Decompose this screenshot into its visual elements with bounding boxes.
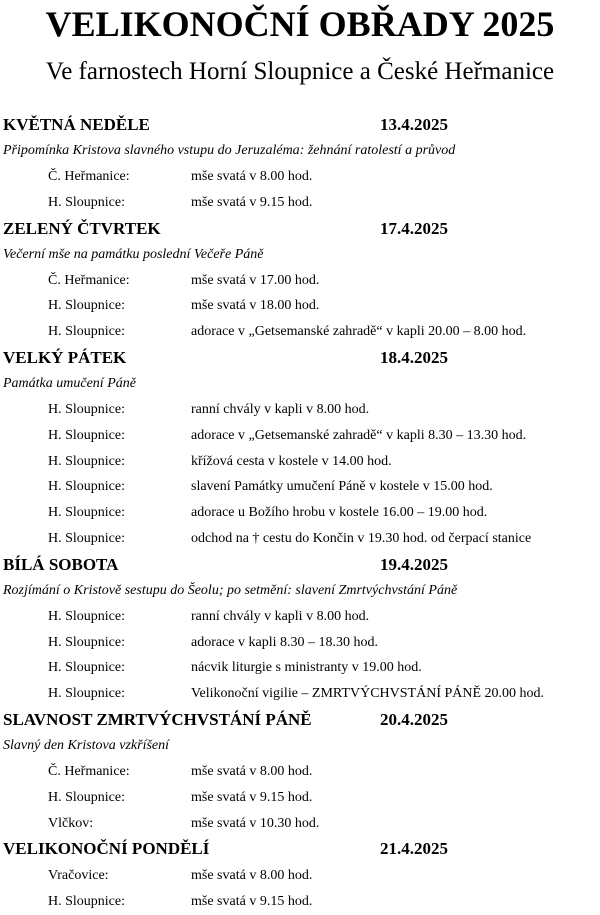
schedule-row xyxy=(0,604,600,630)
section-date: 20.4.2025 xyxy=(380,709,448,729)
section-date: 21.4.2025 xyxy=(380,839,448,859)
section-title: SLAVNOST ZMRTVÝCHVSTÁNÍ PÁNĚ xyxy=(3,709,312,729)
schedule-row xyxy=(0,681,600,707)
schedule-row xyxy=(0,655,600,681)
schedule-section xyxy=(0,707,600,836)
row-event: ranní chvály v kapli v 8.00 hod. xyxy=(191,401,370,417)
section-date: 13.4.2025 xyxy=(380,115,448,134)
row-event: mše svatá v 9.15 hod. xyxy=(191,894,313,910)
row-place: Č. Heřmanice: xyxy=(48,169,130,184)
row-place: H. Sloupnice: xyxy=(48,401,125,417)
section-description: Památka umučení Páně xyxy=(3,375,136,391)
row-event: odchod na † cestu do Končin v 19.30 hod. od čerpací stanice xyxy=(191,530,532,546)
row-event: adorace u Božího hrobu v kostele 16.00 – 19.00 hod. xyxy=(191,505,488,521)
schedule-section xyxy=(0,216,600,345)
schedule-row xyxy=(0,164,600,190)
schedule-row xyxy=(0,863,600,889)
section-header xyxy=(0,836,600,861)
row-place: Č. Heřmanice: xyxy=(48,272,130,288)
section-description: Rozjímání o Kristově sestupu do Šeolu; po setmění: slavení Zmrtvýchvstání Páně xyxy=(3,582,458,598)
row-place: H. Sloupnice: xyxy=(48,530,125,546)
schedule-row xyxy=(0,190,600,216)
row-event: Velikonoční vigilie – ZMRTVÝCHVSTÁNÍ PÁNĚ 20.00 hod. xyxy=(191,686,545,702)
schedule-row xyxy=(0,759,600,785)
row-event: mše svatá v 9.15 hod. xyxy=(191,194,313,210)
section-title: VELIKONOČNÍ PONDĚLÍ xyxy=(3,839,210,859)
row-place: Č. Heřmanice: xyxy=(48,763,130,779)
row-place: H. Sloupnice: xyxy=(48,789,125,805)
schedule-row xyxy=(0,500,600,526)
section-header xyxy=(0,112,600,137)
row-place: Vračovice: xyxy=(48,868,109,884)
section-description: Slavný den Kristova vzkříšení xyxy=(3,737,170,753)
row-event: ranní chvály v kapli v 8.00 hod. xyxy=(191,608,370,624)
row-place: H. Sloupnice: xyxy=(48,427,125,443)
row-event: adorace v kapli 8.30 – 18.30 hod. xyxy=(191,634,379,650)
section-date: 18.4.2025 xyxy=(380,347,448,367)
section-description: Připomínka Kristova slavného vstupu do Jeruzaléma: žehnání ratolestí a průvod xyxy=(3,143,456,158)
schedule-row xyxy=(0,526,600,552)
row-event: křížová cesta v kostele v 14.00 hod. xyxy=(191,453,392,469)
row-event: mše svatá v 8.00 hod. xyxy=(191,868,313,884)
schedule-row xyxy=(0,268,600,294)
row-place: H. Sloupnice: xyxy=(48,298,125,314)
schedule-section xyxy=(0,345,600,552)
section-description: Večerní mše na památku poslední Večeře Páně xyxy=(3,246,264,262)
schedule-row xyxy=(0,319,600,345)
row-event: slavení Památky umučení Páně v kostele v 15.00 hod. xyxy=(191,479,493,495)
section-header xyxy=(0,345,600,370)
row-place: H. Sloupnice: xyxy=(48,194,125,210)
schedule-row xyxy=(0,785,600,811)
row-place: H. Sloupnice: xyxy=(48,479,125,495)
section-title: BÍLÁ SOBOTA xyxy=(3,554,119,574)
section-header xyxy=(0,552,600,577)
schedule-row xyxy=(0,449,600,475)
section-title: KVĚTNÁ NEDĚLE xyxy=(3,115,150,134)
page-title: VELIKONOČNÍ OBŘADY 2025 xyxy=(45,4,555,44)
schedule-row xyxy=(0,630,600,656)
row-place: H. Sloupnice: xyxy=(48,660,125,676)
row-event: adorace v „Getsemanské zahradě“ v kapli 8.30 – 13.30 hod. xyxy=(191,427,527,443)
row-event: mše svatá v 9.15 hod. xyxy=(191,789,313,805)
row-place: H. Sloupnice: xyxy=(48,324,125,340)
row-place: H. Sloupnice: xyxy=(48,634,125,650)
row-event: mše svatá v 10.30 hod. xyxy=(191,815,320,831)
schedule-section xyxy=(0,552,600,707)
schedule-section xyxy=(0,836,600,915)
section-title: ZELENÝ ČTVRTEK xyxy=(3,218,161,238)
schedule-section xyxy=(0,112,600,216)
row-place: H. Sloupnice: xyxy=(48,453,125,469)
section-date: 19.4.2025 xyxy=(380,554,448,574)
row-place: H. Sloupnice: xyxy=(48,505,125,521)
row-place: H. Sloupnice: xyxy=(48,894,125,910)
page-subtitle: Ve farnostech Horní Sloupnice a České Heřmanice xyxy=(45,58,555,85)
schedule-row xyxy=(0,397,600,423)
section-title: VELKÝ PÁTEK xyxy=(3,347,127,367)
row-event: mše svatá v 17.00 hod. xyxy=(191,272,320,288)
schedule-row xyxy=(0,811,600,837)
schedule-row xyxy=(0,889,600,915)
section-header xyxy=(0,216,600,241)
schedule-row xyxy=(0,293,600,319)
row-place: Vlčkov: xyxy=(48,815,94,831)
row-event: nácvik liturgie s ministranty v 19.00 hod. xyxy=(191,660,422,676)
row-event: mše svatá v 8.00 hod. xyxy=(191,763,313,779)
schedule-row xyxy=(0,423,600,449)
row-place: H. Sloupnice: xyxy=(48,686,125,702)
section-header xyxy=(0,707,600,732)
row-event: mše svatá v 18.00 hod. xyxy=(191,298,320,314)
row-event: mše svatá v 8.00 hod. xyxy=(191,169,313,184)
schedule xyxy=(0,112,600,915)
section-date: 17.4.2025 xyxy=(380,218,448,238)
row-event: adorace v „Getsemanské zahradě“ v kapli 20.00 – 8.00 hod. xyxy=(191,324,527,340)
row-place: H. Sloupnice: xyxy=(48,608,125,624)
schedule-row xyxy=(0,474,600,500)
